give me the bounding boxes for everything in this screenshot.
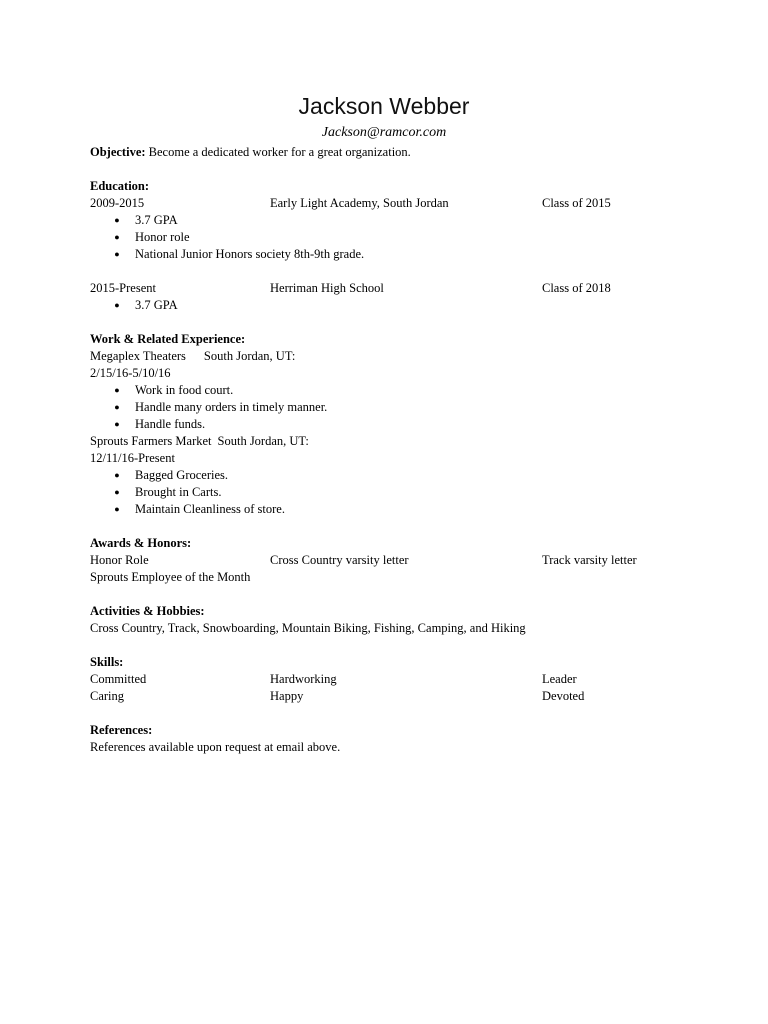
skill-item: Leader bbox=[542, 672, 577, 686]
job-dates: 2/15/16-5/10/16 bbox=[90, 366, 171, 380]
bullet-icon: ● bbox=[114, 249, 120, 259]
list-item bbox=[90, 382, 710, 399]
skills-row bbox=[90, 671, 710, 688]
objective-label: Objective: bbox=[90, 145, 146, 159]
education-class: Class of 2015 bbox=[542, 196, 611, 210]
job-bullet: Handle many orders in timely manner. bbox=[135, 400, 328, 414]
references-heading: References: bbox=[90, 723, 153, 737]
bullet-icon: ● bbox=[114, 402, 120, 412]
applicant-email: Jackson@ramcor.com bbox=[321, 125, 447, 140]
bullet-icon: ● bbox=[114, 300, 120, 310]
skills-heading: Skills: bbox=[90, 655, 124, 669]
activities-text: Cross Country, Track, Snowboarding, Mountain Biking, Fishing, Camping, and Hiking bbox=[90, 621, 526, 635]
education-entry-row bbox=[90, 195, 710, 212]
education-bullet: 3.7 GPA bbox=[135, 213, 178, 227]
education-school: Herriman High School bbox=[270, 281, 384, 295]
skill-item: Caring bbox=[90, 689, 125, 703]
objective-text: Become a dedicated worker for a great organization. bbox=[145, 145, 411, 159]
bullet-icon: ● bbox=[114, 419, 120, 429]
list-item bbox=[90, 416, 710, 433]
education-years: 2009-2015 bbox=[90, 196, 145, 210]
list-item bbox=[90, 501, 710, 518]
bullet-icon: ● bbox=[114, 504, 120, 514]
education-school: Early Light Academy, South Jordan bbox=[270, 196, 449, 210]
references-text: References available upon request at email above. bbox=[90, 740, 341, 754]
awards-row bbox=[90, 552, 710, 569]
skill-item: Hardworking bbox=[270, 672, 337, 686]
job-location: South Jordan, UT: bbox=[203, 349, 296, 363]
job-employer: Sprouts Farmers Market bbox=[90, 434, 212, 448]
job-bullet: Work in food court. bbox=[135, 383, 234, 397]
education-bullet: 3.7 GPA bbox=[135, 298, 178, 312]
education-heading: Education: bbox=[90, 179, 150, 193]
bullet-icon: ● bbox=[114, 470, 120, 480]
job-title-line bbox=[90, 348, 710, 365]
work-heading: Work & Related Experience: bbox=[90, 332, 246, 346]
skill-item: Devoted bbox=[542, 689, 585, 703]
job-dates: 12/11/16-Present bbox=[90, 451, 175, 465]
list-item bbox=[90, 467, 710, 484]
awards-heading: Awards & Honors: bbox=[90, 536, 192, 550]
applicant-name: Jackson Webber bbox=[298, 93, 470, 119]
award-item: Sprouts Employee of the Month bbox=[90, 570, 251, 584]
education-years: 2015-Present bbox=[90, 281, 156, 295]
job-bullet: Handle funds. bbox=[135, 417, 206, 431]
job-bullet: Brought in Carts. bbox=[135, 485, 222, 499]
list-item bbox=[90, 399, 710, 416]
bullet-icon: ● bbox=[114, 487, 120, 497]
list-item bbox=[90, 229, 710, 246]
bullet-icon: ● bbox=[114, 385, 120, 395]
list-item bbox=[90, 297, 710, 314]
list-item bbox=[90, 212, 710, 229]
award-item: Honor Role bbox=[90, 553, 149, 567]
education-class: Class of 2018 bbox=[542, 281, 611, 295]
skill-item: Happy bbox=[270, 689, 304, 703]
skills-row bbox=[90, 688, 710, 705]
education-bullet: Honor role bbox=[135, 230, 190, 244]
job-bullet: Maintain Cleanliness of store. bbox=[135, 502, 285, 516]
bullet-icon: ● bbox=[114, 215, 120, 225]
list-item bbox=[90, 246, 710, 263]
award-item: Track varsity letter bbox=[542, 553, 637, 567]
award-item: Cross Country varsity letter bbox=[270, 553, 409, 567]
education-bullet: National Junior Honors society 8th-9th grade. bbox=[135, 247, 365, 261]
job-location: South Jordan, UT: bbox=[217, 434, 309, 448]
education-entry-row bbox=[90, 280, 710, 297]
activities-heading: Activities & Hobbies: bbox=[90, 604, 205, 618]
objective-line bbox=[90, 144, 710, 161]
list-item bbox=[90, 484, 710, 501]
job-bullet: Bagged Groceries. bbox=[135, 468, 229, 482]
job-employer: Megaplex Theaters bbox=[90, 349, 186, 363]
bullet-icon: ● bbox=[114, 232, 120, 242]
skill-item: Committed bbox=[90, 672, 147, 686]
resume-body bbox=[90, 144, 710, 756]
job-title-line bbox=[90, 433, 710, 450]
